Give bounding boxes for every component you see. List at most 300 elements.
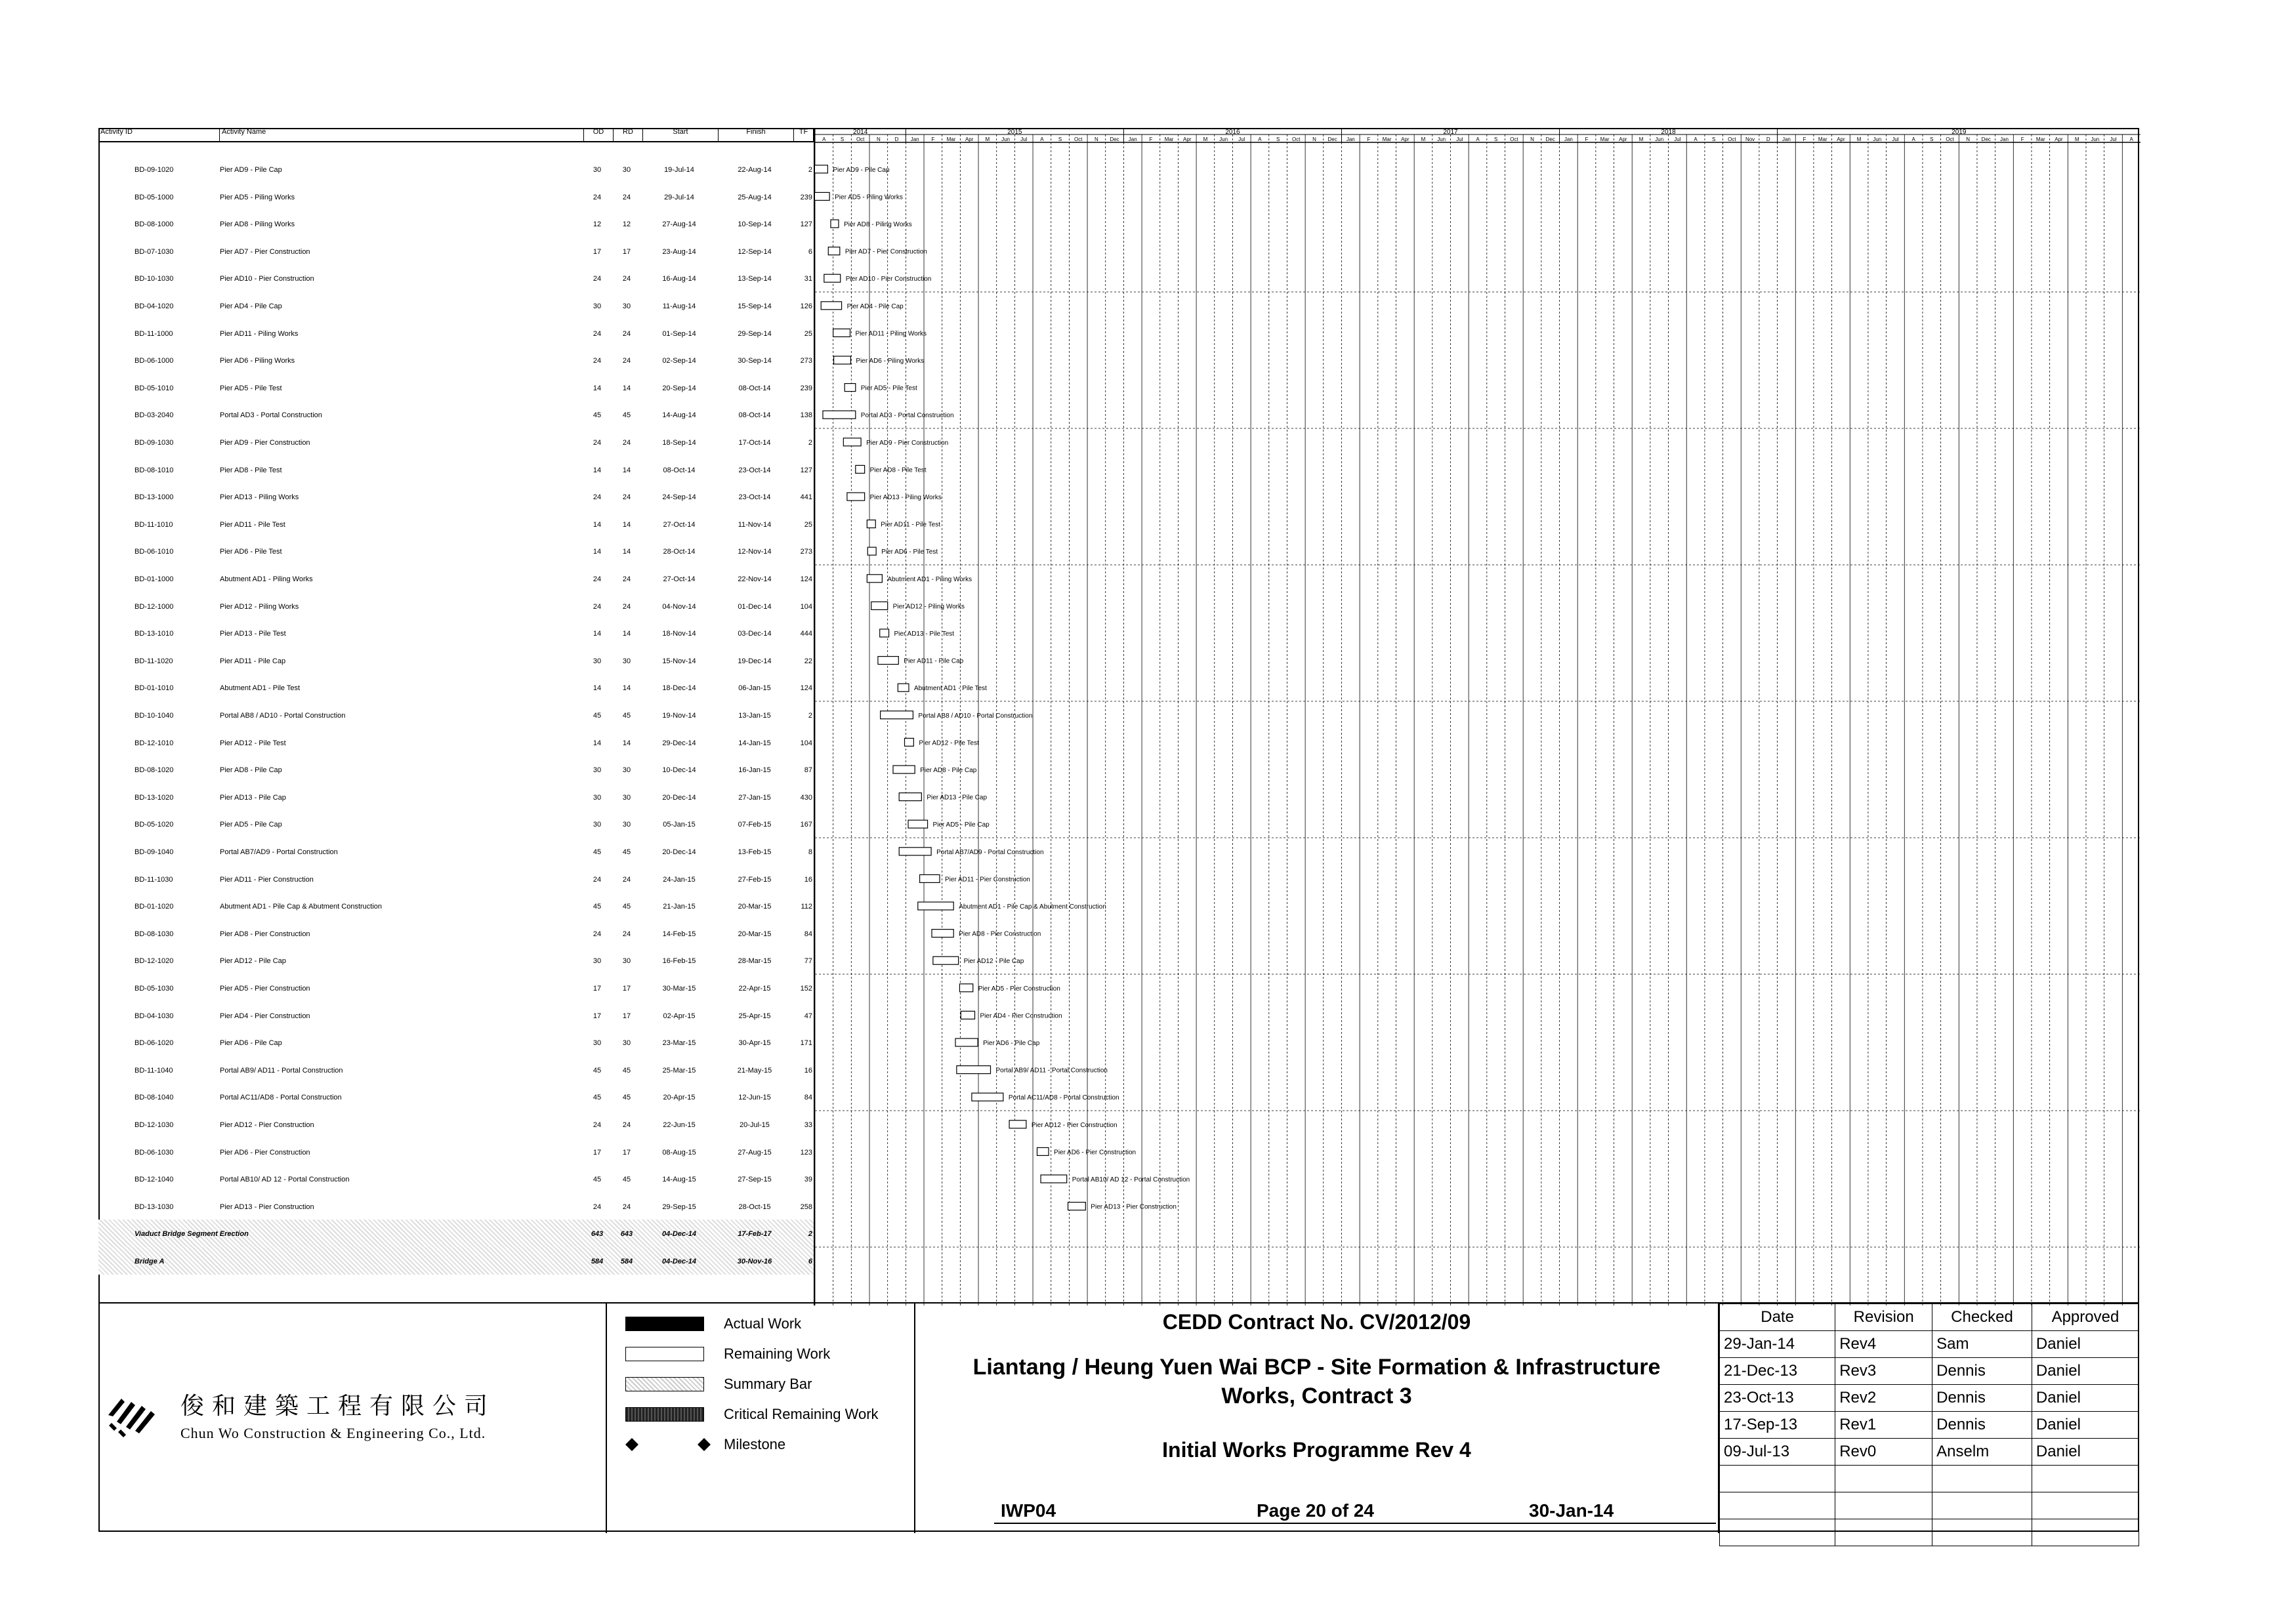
finish-date: 22-Nov-14 bbox=[738, 575, 772, 583]
original-duration: 24 bbox=[593, 493, 602, 502]
revision-table bbox=[1719, 1304, 2139, 1533]
total-float: 127 bbox=[800, 466, 812, 474]
total-float: 33 bbox=[804, 1121, 812, 1129]
month-label: F bbox=[931, 136, 935, 142]
activity-name: Pier AD6 - Piling Works bbox=[220, 357, 295, 365]
month-label: Jun bbox=[1437, 136, 1446, 142]
total-float: 84 bbox=[804, 1094, 812, 1102]
activity-name: Portal AB8 / AD10 - Portal Construction bbox=[220, 712, 346, 720]
activity-row bbox=[98, 920, 814, 947]
activity-bar bbox=[893, 766, 915, 773]
activity-row bbox=[98, 1083, 814, 1111]
finish-date: 12-Sep-14 bbox=[738, 247, 772, 256]
original-duration: 24 bbox=[593, 275, 602, 283]
activity-id: BD-12-1000 bbox=[135, 602, 174, 611]
month-label: A bbox=[1040, 136, 1044, 142]
original-duration: 14 bbox=[593, 466, 602, 474]
col-header-od: OD bbox=[584, 128, 614, 142]
finish-date: 11-Nov-14 bbox=[738, 520, 772, 529]
month-label: Apr bbox=[965, 136, 974, 142]
activity-bar bbox=[843, 438, 861, 446]
activity-name: Abutment AD1 - Piling Works bbox=[220, 575, 313, 583]
year-label: 2019 bbox=[1952, 129, 1967, 136]
revision-cell: 17-Sep-13 bbox=[1720, 1412, 1835, 1439]
month-label: Jun bbox=[2091, 136, 2100, 142]
activity-row bbox=[98, 838, 814, 865]
activity-id: BD-05-1030 bbox=[135, 985, 174, 993]
activity-bar-label: Pier AD13 - Piling Works bbox=[869, 494, 942, 501]
activity-row bbox=[98, 264, 814, 292]
activity-bar-label: Pier AD5 - Pile Test bbox=[860, 384, 917, 392]
activity-name: Pier AD4 - Pile Cap bbox=[220, 302, 282, 310]
company-name-chinese: 俊和建築工程有限公司 bbox=[180, 1393, 496, 1420]
total-float: 104 bbox=[800, 739, 812, 747]
revision-cell: Rev1 bbox=[1835, 1412, 1932, 1439]
original-duration: 30 bbox=[593, 793, 602, 802]
month-label: N bbox=[1312, 136, 1316, 142]
activity-name: Pier AD9 - Pile Cap bbox=[220, 166, 282, 174]
remaining-duration: 45 bbox=[622, 411, 631, 420]
activity-bar bbox=[1009, 1120, 1026, 1128]
remaining-duration: 12 bbox=[622, 220, 631, 229]
total-float: 31 bbox=[804, 275, 812, 283]
start-date: 02-Apr-15 bbox=[663, 1012, 696, 1020]
finish-date: 21-May-15 bbox=[737, 1066, 772, 1075]
activity-id: BD-13-1030 bbox=[135, 1202, 174, 1211]
legend bbox=[607, 1304, 915, 1533]
activity-row bbox=[98, 1138, 814, 1166]
activity-bar-label: Abutment AD1 - Piling Works bbox=[887, 575, 972, 583]
month-label: Apr bbox=[2055, 136, 2063, 142]
original-duration: 14 bbox=[593, 384, 602, 392]
total-float: 16 bbox=[804, 875, 812, 884]
revision-cell: Dennis bbox=[1932, 1412, 2032, 1439]
activity-row bbox=[98, 210, 814, 237]
start-date: 29-Jul-14 bbox=[664, 193, 694, 201]
activity-name: Abutment AD1 - Pile Test bbox=[220, 684, 301, 693]
start-date: 04-Nov-14 bbox=[662, 602, 696, 611]
month-label: N bbox=[1530, 136, 1534, 142]
year-label: 2014 bbox=[853, 129, 868, 136]
activity-bar bbox=[821, 302, 841, 310]
remaining-duration: 17 bbox=[622, 1012, 631, 1020]
start-date: 29-Sep-15 bbox=[662, 1202, 696, 1211]
month-label: Jul bbox=[1020, 136, 1028, 142]
activity-row bbox=[98, 237, 814, 265]
original-duration: 30 bbox=[593, 302, 602, 310]
month-label: F bbox=[1803, 136, 1806, 142]
revision-cell: Anselm bbox=[1932, 1439, 2032, 1466]
activity-bar-label: Pier AD6 - Pier Construction bbox=[1054, 1149, 1137, 1157]
original-duration: 24 bbox=[593, 875, 602, 884]
remaining-duration: 30 bbox=[622, 302, 631, 310]
activity-id: BD-07-1030 bbox=[135, 247, 174, 256]
activity-id: BD-08-1020 bbox=[135, 766, 174, 775]
activity-row bbox=[98, 483, 814, 510]
activity-row bbox=[98, 865, 814, 893]
month-label: N bbox=[1095, 136, 1098, 142]
month-label: Jan bbox=[910, 136, 919, 142]
start-date: 27-Aug-14 bbox=[662, 220, 696, 229]
issue-date: 30-Jan-14 bbox=[1529, 1500, 1614, 1521]
total-float: 171 bbox=[800, 1039, 812, 1048]
finish-date: 13-Jan-15 bbox=[738, 712, 771, 720]
total-float: 112 bbox=[801, 903, 812, 911]
revision-row bbox=[1720, 1358, 2139, 1385]
start-date: 24-Jan-15 bbox=[663, 875, 696, 884]
remaining-duration: 24 bbox=[622, 493, 631, 502]
total-float: 138 bbox=[800, 411, 812, 420]
activity-bar-label: Pier AD6 - Piling Works bbox=[856, 358, 925, 365]
start-date: 23-Mar-15 bbox=[662, 1039, 696, 1048]
activity-name: Pier AD12 - Pile Cap bbox=[220, 957, 286, 966]
remaining-duration: 45 bbox=[622, 712, 631, 720]
activity-bar-label: Pier AD8 - Pile Cap bbox=[920, 767, 977, 774]
total-float: 126 bbox=[800, 302, 812, 310]
activity-name: Pier AD12 - Pile Test bbox=[220, 739, 286, 747]
activity-bar bbox=[1068, 1202, 1086, 1210]
activity-bar-label: Pier AD8 - Pier Construction bbox=[959, 930, 1041, 938]
total-float: 239 bbox=[800, 193, 812, 201]
original-duration: 14 bbox=[593, 684, 602, 693]
revision-cell: Sam bbox=[1932, 1331, 2032, 1358]
finish-date: 27-Aug-15 bbox=[738, 1148, 772, 1157]
finish-date: 27-Jan-15 bbox=[738, 793, 771, 802]
start-date: 16-Aug-14 bbox=[662, 275, 696, 283]
activity-name: Pier AD6 - Pile Cap bbox=[220, 1039, 282, 1048]
total-float: 239 bbox=[800, 384, 812, 392]
activity-bar bbox=[959, 984, 972, 992]
original-duration: 45 bbox=[593, 411, 602, 420]
total-float: 77 bbox=[804, 957, 812, 966]
activity-row bbox=[98, 401, 814, 428]
revision-cell bbox=[1835, 1466, 1932, 1492]
total-float: 8 bbox=[808, 848, 812, 856]
total-float: 84 bbox=[804, 930, 812, 938]
col-header-activity-id: Activity ID bbox=[98, 128, 220, 142]
month-label: Jan bbox=[1564, 136, 1573, 142]
activity-bar bbox=[918, 902, 953, 910]
remaining-duration: 643 bbox=[620, 1230, 633, 1239]
original-duration: 30 bbox=[593, 766, 602, 775]
activity-bar bbox=[957, 1066, 991, 1074]
month-label: F bbox=[1367, 136, 1371, 142]
remaining-duration: 24 bbox=[622, 930, 631, 938]
remaining-duration: 24 bbox=[622, 275, 631, 283]
revision-row bbox=[1720, 1519, 2139, 1546]
activity-name: Pier AD9 - Pier Construction bbox=[220, 439, 310, 447]
activity-bar bbox=[847, 493, 865, 501]
remaining-duration: 30 bbox=[622, 657, 631, 665]
month-label: M bbox=[1203, 136, 1208, 142]
activity-bar bbox=[828, 247, 840, 255]
total-float: 152 bbox=[800, 985, 812, 993]
col-header-activity-name: Activity Name bbox=[220, 128, 584, 142]
start-date: 08-Aug-15 bbox=[662, 1148, 696, 1157]
revision-cell: Daniel bbox=[2032, 1358, 2139, 1385]
month-label: Mar bbox=[2035, 136, 2045, 142]
month-label: A bbox=[2129, 136, 2133, 142]
legend-summary-bar-label: Summary Bar bbox=[724, 1376, 812, 1392]
activity-bar-label: Pier AD5 - Pier Construction bbox=[978, 985, 1060, 993]
total-float: 167 bbox=[800, 821, 812, 829]
activity-id: BD-06-1000 bbox=[135, 357, 174, 365]
month-label: Dec bbox=[1545, 136, 1555, 142]
activity-bar-label: Pier AD8 - Pile Test bbox=[869, 466, 927, 474]
start-date: 27-Oct-14 bbox=[663, 575, 696, 583]
start-date: 10-Dec-14 bbox=[662, 766, 696, 775]
activity-bar-label: Portal AB7/AD9 - Portal Construction bbox=[936, 848, 1044, 856]
activity-bar bbox=[833, 329, 850, 337]
month-label: Oct bbox=[1946, 136, 1954, 142]
activity-bar-label: Portal AC11/AD8 - Portal Construction bbox=[1008, 1094, 1119, 1102]
start-date: 14-Aug-14 bbox=[662, 411, 696, 420]
activity-bar bbox=[920, 874, 940, 882]
activity-row bbox=[98, 892, 814, 920]
activity-row bbox=[98, 647, 814, 674]
month-label: Apr bbox=[1183, 136, 1192, 142]
page-number: Page 20 of 24 bbox=[1257, 1500, 1374, 1521]
original-duration: 17 bbox=[593, 1148, 602, 1157]
activity-id: BD-13-1020 bbox=[135, 793, 174, 802]
revision-row bbox=[1720, 1412, 2139, 1439]
original-duration: 24 bbox=[593, 439, 602, 447]
activity-bar-label: Pier AD12 - Pile Test bbox=[919, 739, 979, 747]
summary-row bbox=[98, 1220, 814, 1247]
activity-row bbox=[98, 319, 814, 347]
activity-row bbox=[98, 756, 814, 783]
activity-name: Pier AD11 - Piling Works bbox=[220, 329, 299, 338]
start-date: 02-Sep-14 bbox=[662, 357, 696, 365]
col-header-tf: TF bbox=[794, 128, 814, 142]
finish-date: 27-Sep-15 bbox=[738, 1176, 772, 1184]
start-date: 20-Dec-14 bbox=[662, 793, 696, 802]
activity-id: BD-06-1010 bbox=[135, 548, 174, 556]
activity-row bbox=[98, 701, 814, 729]
revision-row bbox=[1720, 1439, 2139, 1466]
activity-id: BD-11-1030 bbox=[135, 875, 173, 884]
activity-bar-label: Portal AD3 - Portal Construction bbox=[860, 412, 954, 420]
legend-milestone-label: Milestone bbox=[724, 1436, 786, 1452]
activity-id: BD-11-1040 bbox=[135, 1066, 173, 1075]
activity-bar bbox=[815, 165, 827, 173]
activity-id: BD-06-1030 bbox=[135, 1148, 174, 1157]
remaining-duration: 24 bbox=[622, 1202, 631, 1211]
activity-id: BD-09-1040 bbox=[135, 848, 174, 856]
original-duration: 45 bbox=[593, 903, 602, 911]
total-float: 87 bbox=[804, 766, 812, 775]
activity-bar-label: Pier AD12 - Piling Works bbox=[892, 603, 965, 611]
company-logo-icon bbox=[105, 1389, 157, 1441]
original-duration: 14 bbox=[593, 630, 602, 638]
summary-bar-swatch bbox=[625, 1377, 704, 1391]
activity-row bbox=[98, 565, 814, 592]
activity-id: BD-03-2040 bbox=[135, 411, 174, 420]
month-label: D bbox=[1766, 136, 1770, 142]
activity-id: BD-12-1010 bbox=[135, 739, 174, 747]
total-float: 273 bbox=[800, 548, 812, 556]
activity-bar bbox=[845, 384, 856, 392]
start-date: 30-Mar-15 bbox=[662, 985, 696, 993]
activity-row bbox=[98, 292, 814, 319]
activity-id: BD-10-1040 bbox=[135, 712, 174, 720]
total-float: 16 bbox=[804, 1066, 812, 1075]
gantt-timeline bbox=[814, 128, 2139, 1305]
activity-bar bbox=[899, 793, 921, 801]
finish-date: 10-Sep-14 bbox=[738, 220, 772, 229]
legend-actual-work-label: Actual Work bbox=[724, 1315, 802, 1332]
original-duration: 30 bbox=[593, 957, 602, 966]
activity-id: BD-01-1000 bbox=[135, 575, 174, 583]
activity-bar-label: Pier AD13 - Pile Test bbox=[894, 630, 955, 638]
revision-column-header: Revision bbox=[1835, 1304, 1932, 1331]
remaining-duration: 17 bbox=[622, 985, 631, 993]
total-float: 2 bbox=[808, 166, 812, 174]
remaining-work-swatch bbox=[625, 1347, 704, 1361]
revision-cell: Daniel bbox=[2032, 1412, 2139, 1439]
original-duration: 584 bbox=[591, 1258, 604, 1265]
summary-name: Viaduct Bridge Segment Erection bbox=[135, 1230, 249, 1239]
programme-code: IWP04 bbox=[1001, 1500, 1056, 1521]
finish-date: 12-Nov-14 bbox=[738, 548, 772, 556]
total-float: 123 bbox=[800, 1148, 812, 1157]
start-date: 04-Dec-14 bbox=[662, 1258, 696, 1265]
activity-name: Pier AD7 - Pier Construction bbox=[220, 247, 310, 256]
start-date: 14-Feb-15 bbox=[662, 930, 696, 938]
finish-date: 30-Sep-14 bbox=[738, 357, 772, 365]
activity-bar bbox=[932, 930, 953, 937]
total-float: 258 bbox=[800, 1202, 812, 1211]
revision-cell: Dennis bbox=[1932, 1358, 2032, 1385]
month-label: F bbox=[1149, 136, 1153, 142]
month-label: Jan bbox=[1782, 136, 1791, 142]
revision-row bbox=[1720, 1492, 2139, 1519]
activity-bar-label: Pier AD9 - Pile Cap bbox=[833, 166, 890, 174]
revision-cell bbox=[2032, 1466, 2139, 1492]
month-label: Oct bbox=[1510, 136, 1518, 142]
activity-bar-label: Pier AD4 - Pile Cap bbox=[846, 302, 904, 310]
activity-bar bbox=[955, 1038, 978, 1046]
month-label: S bbox=[1930, 136, 1934, 142]
activity-row bbox=[98, 729, 814, 756]
activity-name: Pier AD13 - Pile Test bbox=[220, 630, 286, 638]
actual-work-swatch bbox=[625, 1317, 704, 1331]
revision-cell: Dennis bbox=[1932, 1385, 2032, 1412]
remaining-duration: 17 bbox=[622, 1148, 631, 1157]
revision-cell bbox=[2032, 1492, 2139, 1519]
company-logo-block bbox=[98, 1304, 607, 1533]
month-label: A bbox=[1258, 136, 1262, 142]
total-float: 2 bbox=[808, 439, 812, 447]
month-label: Apr bbox=[1837, 136, 1845, 142]
month-label: Oct bbox=[1074, 136, 1083, 142]
month-label: Jul bbox=[1238, 136, 1245, 142]
activity-id: BD-09-1030 bbox=[135, 439, 174, 447]
activity-row bbox=[98, 619, 814, 647]
original-duration: 17 bbox=[593, 1012, 602, 1020]
activity-bar bbox=[905, 738, 914, 746]
activity-id: BD-12-1040 bbox=[135, 1176, 174, 1184]
activity-bar-label: Pier AD11 - Pile Test bbox=[881, 521, 941, 529]
finish-date: 30-Nov-16 bbox=[737, 1258, 772, 1265]
start-date: 15-Nov-14 bbox=[662, 657, 696, 665]
total-float: 39 bbox=[804, 1176, 812, 1184]
activity-id: BD-09-1020 bbox=[135, 166, 174, 174]
activity-id: BD-12-1030 bbox=[135, 1121, 174, 1129]
original-duration: 24 bbox=[593, 193, 602, 201]
month-label: Jun bbox=[1873, 136, 1882, 142]
activity-name: Pier AD8 - Pile Test bbox=[220, 466, 282, 474]
revision-cell bbox=[1932, 1466, 2032, 1492]
revision-column-header: Checked bbox=[1932, 1304, 2032, 1331]
finish-date: 29-Sep-14 bbox=[738, 329, 772, 338]
month-label: Dec bbox=[1981, 136, 1991, 142]
activity-bar bbox=[881, 711, 913, 719]
revision-cell bbox=[1932, 1519, 2032, 1546]
summary-name: Bridge A bbox=[135, 1258, 165, 1265]
revision-cell bbox=[1835, 1492, 1932, 1519]
finish-date: 25-Aug-14 bbox=[738, 193, 772, 201]
month-label: Jun bbox=[1655, 136, 1664, 142]
original-duration: 24 bbox=[593, 602, 602, 611]
start-date: 27-Oct-14 bbox=[663, 520, 696, 529]
activity-id: BD-04-1030 bbox=[135, 1012, 174, 1020]
finish-date: 20-Mar-15 bbox=[738, 930, 772, 938]
month-label: Mar bbox=[946, 136, 956, 142]
activity-bar-label: Pier AD5 - Pile Cap bbox=[932, 821, 990, 829]
start-date: 08-Oct-14 bbox=[663, 466, 696, 474]
month-label: N bbox=[876, 136, 881, 142]
total-float: 444 bbox=[800, 630, 812, 638]
total-float: 124 bbox=[800, 575, 812, 583]
start-date: 19-Nov-14 bbox=[662, 712, 696, 720]
activity-row bbox=[98, 1056, 814, 1084]
activity-bar-label: Pier AD8 - Piling Works bbox=[843, 221, 912, 228]
start-date: 29-Dec-14 bbox=[662, 739, 696, 747]
total-float: 25 bbox=[804, 520, 812, 529]
finish-date: 17-Feb-17 bbox=[738, 1230, 772, 1239]
activity-bar-label: Pier AD13 - Pile Cap bbox=[927, 794, 988, 802]
activity-name: Portal AC11/AD8 - Portal Construction bbox=[220, 1094, 342, 1102]
total-float: 124 bbox=[800, 684, 812, 693]
month-label: A bbox=[822, 136, 826, 142]
activity-row bbox=[98, 810, 814, 838]
remaining-duration: 30 bbox=[622, 957, 631, 966]
month-label: Jul bbox=[1456, 136, 1463, 142]
activity-bar-label: Pier AD11 - Piling Works bbox=[855, 330, 927, 338]
activity-row bbox=[98, 1002, 814, 1029]
month-label: S bbox=[1712, 136, 1716, 142]
original-duration: 45 bbox=[593, 1176, 602, 1184]
month-label: Jun bbox=[1219, 136, 1228, 142]
activity-bar bbox=[856, 465, 865, 473]
start-date: 21-Jan-15 bbox=[663, 903, 696, 911]
total-float: 441 bbox=[800, 493, 812, 502]
original-duration: 24 bbox=[593, 329, 602, 338]
activity-bar bbox=[871, 602, 888, 609]
month-label: Jul bbox=[1674, 136, 1681, 142]
activity-bar-label: Abutment AD1 - Pile Cap & Abutment Construction bbox=[959, 903, 1106, 911]
revision-cell bbox=[1720, 1492, 1835, 1519]
activity-bar bbox=[815, 192, 829, 200]
original-duration: 45 bbox=[593, 1094, 602, 1102]
activity-bar-label: Pier AD6 - Pile Cap bbox=[983, 1040, 1040, 1047]
remaining-duration: 45 bbox=[622, 1094, 631, 1102]
revision-cell bbox=[1720, 1519, 1835, 1546]
remaining-duration: 30 bbox=[622, 793, 631, 802]
original-duration: 24 bbox=[593, 575, 602, 583]
remaining-duration: 24 bbox=[622, 602, 631, 611]
